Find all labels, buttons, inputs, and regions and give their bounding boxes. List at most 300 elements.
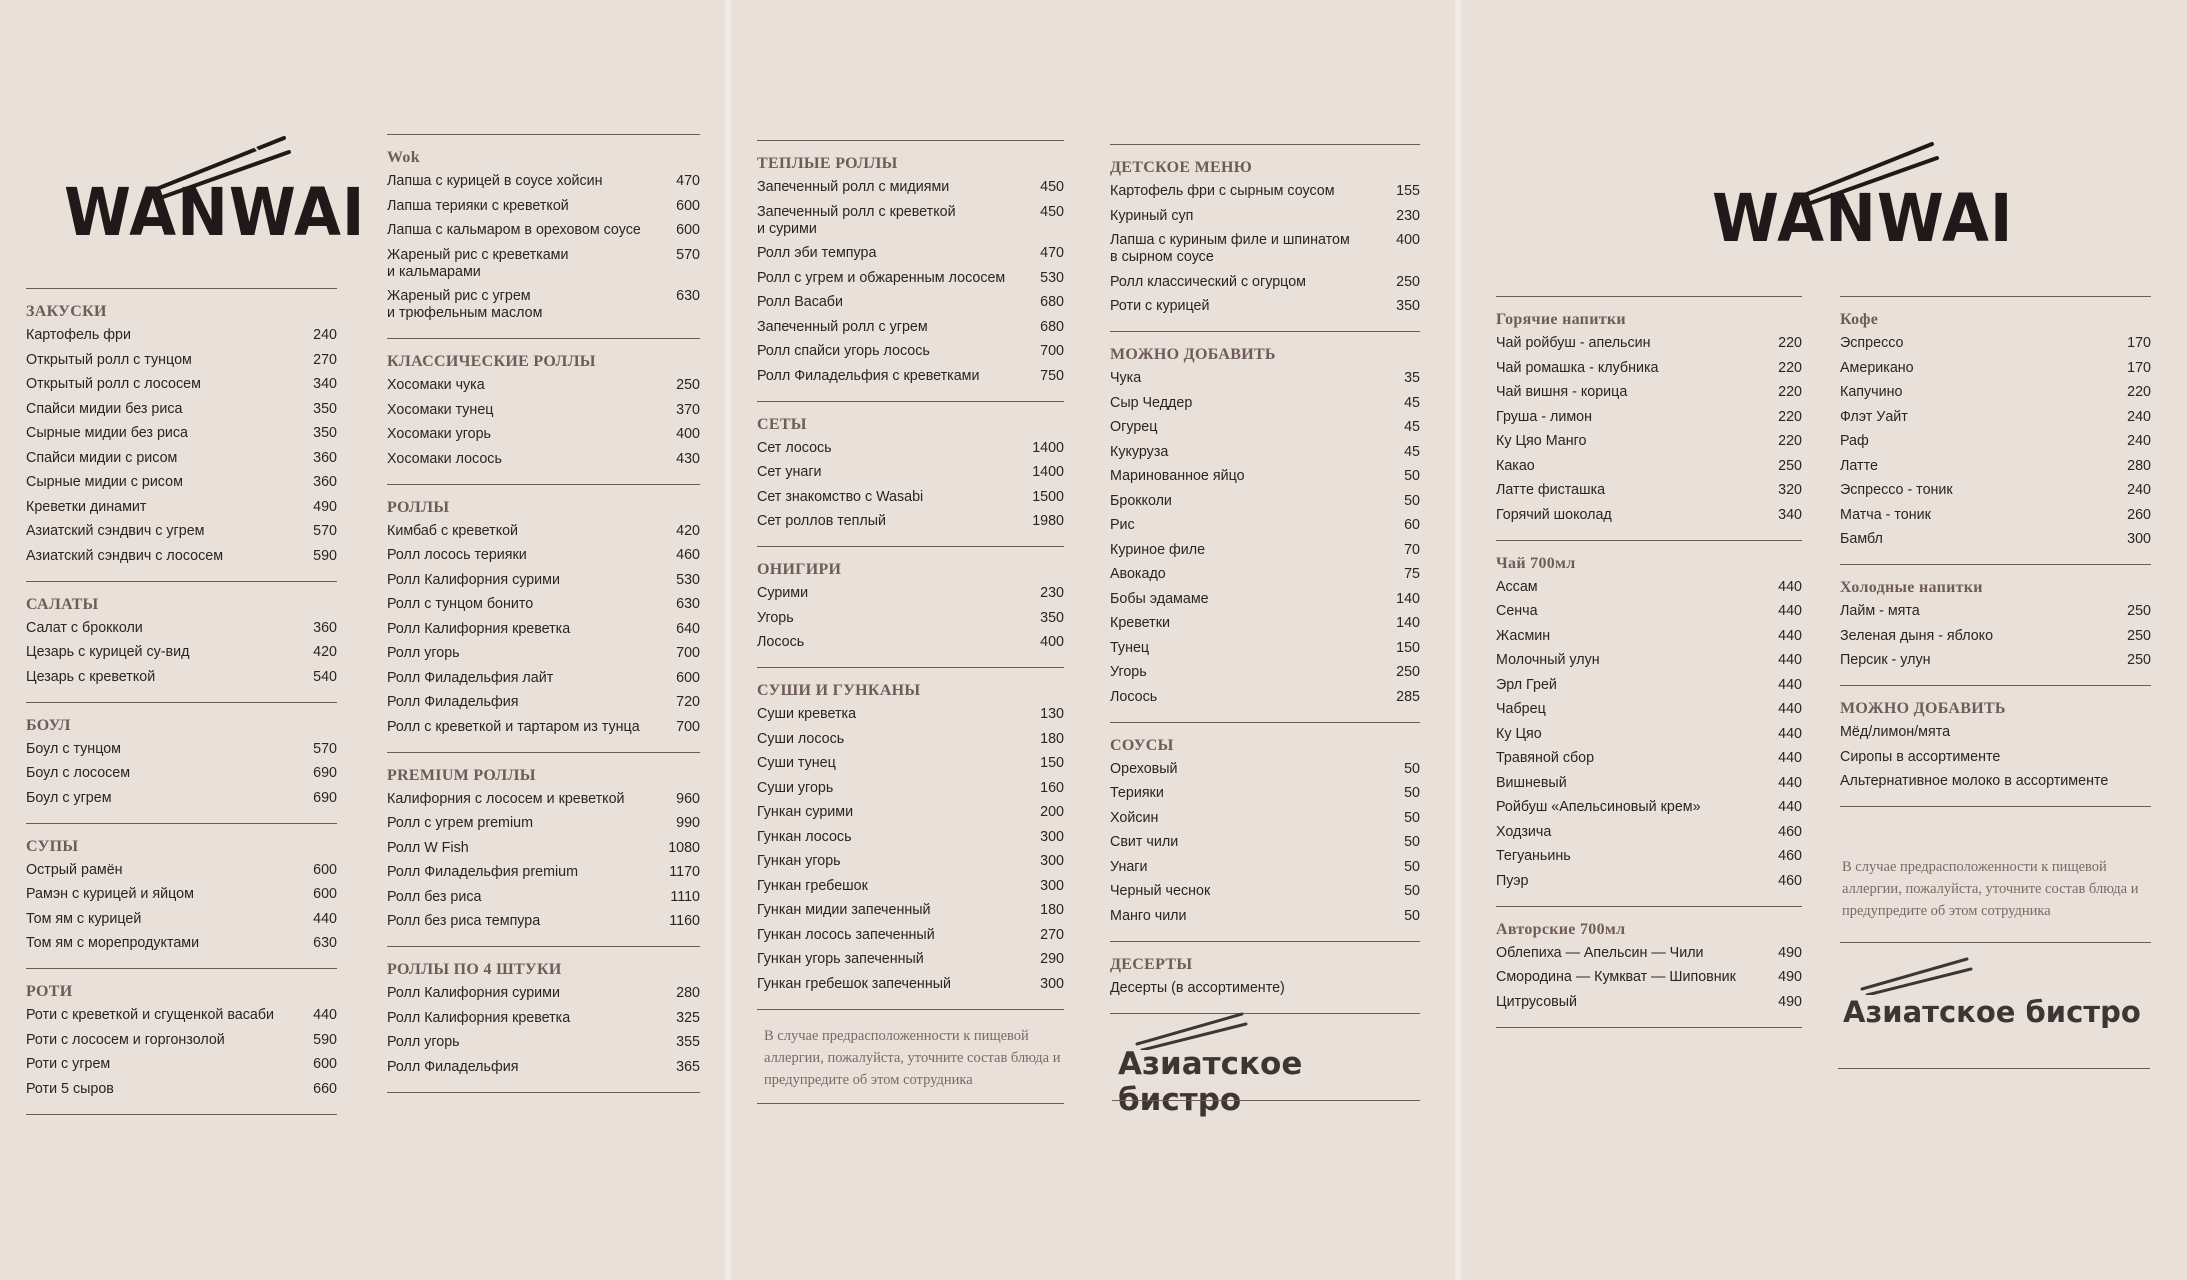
menu-item (1840, 724, 2151, 741)
item-name: Капучино (1840, 384, 1903, 400)
item-name: Картофель фри с сырным соусом (1110, 183, 1335, 199)
menu-item (757, 294, 1064, 311)
item-name: Сырные мидии с рисом (26, 474, 183, 490)
item-name: Хосомаки тунец (387, 401, 494, 418)
bistro-logo: Азиатское бистро (1118, 1010, 1428, 1090)
menu-item (1496, 848, 1802, 865)
section-title: РОЛЛЫ (387, 498, 450, 516)
item-price: 1160 (669, 913, 700, 929)
item-name: Том ям с морепродуктами (26, 935, 200, 951)
item-price: 600 (676, 669, 700, 686)
menu-item (1496, 579, 1802, 596)
item-name: Ролл Калифорния сурими (387, 985, 560, 1001)
item-price: 300 (1040, 975, 1064, 992)
item-name: Жареный рис с угрем и трюфельным маслом (387, 288, 543, 321)
item-price: 490 (313, 498, 337, 515)
divider (1840, 942, 2151, 943)
item-name: Роти с креветкой и сгущенкой васаби (26, 1007, 275, 1023)
item-name: Сет роллов теплый (757, 513, 886, 529)
section-title: СУПЫ (26, 837, 79, 855)
menu-section (1110, 737, 1420, 925)
menu-item (1496, 677, 1802, 694)
menu-item (387, 864, 700, 881)
menu-item (387, 523, 700, 540)
item-price: 150 (1396, 639, 1420, 656)
menu-item (1110, 232, 1420, 266)
section-divider (387, 946, 700, 947)
item-name: Ролл Филадельфия (387, 694, 519, 710)
item-price: 50 (1404, 809, 1420, 826)
menu-item (26, 376, 337, 393)
menu-item (387, 198, 700, 215)
menu-item (1110, 810, 1420, 827)
menu-item (26, 935, 337, 952)
menu-item (387, 402, 700, 419)
item-name: Ролл Филадельфия (387, 1058, 519, 1075)
item-name: Ролл без риса темпура (387, 913, 541, 929)
item-name: Ролл лосось терияки (387, 547, 527, 563)
section-title: РОЛЛЫ ПО 4 ШТУКИ (387, 961, 562, 978)
item-price: 180 (1040, 902, 1064, 918)
menu-item (387, 1059, 700, 1076)
menu-section (1496, 921, 1802, 1011)
item-price: 325 (676, 1009, 700, 1026)
item-name: Чай вишня - корица (1496, 384, 1628, 400)
menu-item (387, 670, 700, 687)
item-name: Лапша терияки с креветкой (387, 197, 569, 214)
menu-item (387, 1034, 700, 1051)
item-name: Лосось (757, 634, 805, 650)
menu-item (1110, 274, 1420, 291)
menu-column (1840, 296, 2151, 807)
menu-item (1840, 458, 2151, 475)
section-divider (26, 288, 337, 289)
item-name: Хойсин (1110, 809, 1159, 826)
item-price: 290 (1040, 951, 1064, 967)
section-title: МОЖНО ДОБАВИТЬ (1110, 346, 1276, 363)
menu-item (1110, 761, 1420, 778)
item-name: Груша - лимон (1496, 408, 1593, 425)
item-price: 220 (1778, 359, 1802, 376)
item-name: Рис (1110, 517, 1135, 533)
menu-item (26, 644, 337, 661)
item-price: 700 (676, 718, 700, 735)
menu-section (26, 596, 337, 686)
menu-item (1840, 773, 2151, 790)
menu-item (757, 902, 1064, 919)
section-divider (757, 140, 1064, 141)
menu-item (757, 706, 1064, 723)
item-price: 220 (1778, 433, 1802, 449)
menu-item (26, 1056, 337, 1073)
item-price: 1400 (1032, 464, 1064, 480)
item-price: 680 (1040, 318, 1064, 335)
menu-item (387, 377, 700, 394)
item-price: 200 (1040, 804, 1064, 820)
section-divider (1110, 331, 1420, 332)
item-price: 50 (1404, 883, 1420, 899)
menu-item (1496, 824, 1802, 841)
menu-item (1496, 603, 1802, 620)
item-name: Латте фисташка (1496, 482, 1606, 498)
item-price: 530 (676, 571, 700, 588)
item-name: Брокколи (1110, 492, 1172, 509)
item-price: 1500 (1032, 488, 1064, 505)
section-divider (1110, 722, 1420, 723)
item-price: 140 (1396, 590, 1420, 607)
item-price: 700 (1040, 343, 1064, 359)
menu-item (757, 319, 1064, 336)
item-price: 260 (2127, 506, 2151, 523)
item-price: 640 (676, 620, 700, 637)
item-price: 600 (676, 197, 700, 214)
item-name: Вишневый (1496, 774, 1567, 791)
item-name: Пуэр (1496, 872, 1529, 889)
menu-item (1840, 749, 2151, 766)
item-name: Креветки (1110, 615, 1170, 631)
item-name: Ролл классический с огурцом (1110, 273, 1306, 290)
menu-item (757, 464, 1064, 481)
item-price: 450 (1040, 179, 1064, 195)
item-price: 50 (1404, 492, 1420, 509)
item-name: Тегуаньинь (1496, 848, 1571, 864)
item-name: Чай ромашка - клубника (1496, 359, 1659, 376)
item-name: Какао (1496, 457, 1535, 474)
item-price: 370 (676, 401, 700, 418)
item-price: 680 (1040, 294, 1064, 310)
menu-item (757, 440, 1064, 457)
item-name: Гункан угорь запеченный (757, 951, 924, 967)
menu-item (387, 451, 700, 468)
item-name: Сенча (1496, 603, 1538, 619)
menu-item (387, 719, 700, 736)
item-name: Ролл с угрем premium (387, 815, 533, 831)
item-price: 660 (313, 1080, 337, 1097)
item-price: 570 (676, 246, 700, 263)
section-title: Холодные напитки (1840, 579, 1983, 596)
item-price: 460 (1778, 823, 1802, 840)
item-name: Суши лосось (757, 730, 845, 747)
item-name: Сыр Чеддер (1110, 394, 1193, 411)
menu-item (1496, 969, 1802, 986)
section-title: Авторские 700мл (1496, 920, 1626, 938)
item-name: Черный чеснок (1110, 883, 1211, 899)
item-price: 440 (1778, 676, 1802, 693)
item-name: Цитрусовый (1496, 993, 1578, 1010)
item-name: Ролл с угрем и обжаренным лососем (757, 269, 1006, 286)
menu-item (26, 425, 337, 442)
item-price: 960 (676, 790, 700, 807)
item-price: 60 (1404, 517, 1420, 533)
menu-item (757, 780, 1064, 797)
menu-item (26, 911, 337, 928)
item-price: 440 (1778, 774, 1802, 791)
item-name: Цезарь с курицей су-вид (26, 644, 190, 660)
menu-section (26, 717, 337, 807)
menu-item (1496, 873, 1802, 890)
menu-item (1496, 775, 1802, 792)
menu-item (757, 927, 1064, 944)
menu-item (1496, 384, 1802, 401)
section-title: ОНИГИРИ (757, 561, 842, 578)
section-divider (387, 484, 700, 485)
menu-item (1110, 208, 1420, 225)
divider (1112, 1100, 1420, 1101)
menu-item (26, 790, 337, 807)
item-name: Мёд/лимон/мята (1840, 724, 1951, 740)
item-price: 300 (1040, 828, 1064, 845)
menu-item (1110, 859, 1420, 876)
item-price: 220 (1778, 384, 1802, 400)
section-divider (26, 1114, 337, 1115)
menu-item (1110, 834, 1420, 851)
item-price: 250 (676, 377, 700, 393)
item-name: Эспрессо (1840, 335, 1904, 351)
item-name: Альтернативное молоко в ассортименте (1840, 773, 2109, 789)
item-price: 360 (313, 449, 337, 466)
menu-item (1110, 640, 1420, 657)
item-price: 70 (1404, 541, 1420, 558)
item-name: Ролл Калифорния сурими (387, 571, 560, 588)
menu-item (1110, 542, 1420, 559)
item-name: Ролл Филадельфия premium (387, 864, 579, 880)
item-price: 440 (313, 1007, 337, 1023)
item-price: 490 (1778, 993, 1802, 1010)
menu-column (1496, 296, 1802, 1028)
menu-section (757, 561, 1064, 651)
menu-item (1496, 628, 1802, 645)
item-price: 170 (2127, 335, 2151, 351)
section-divider (757, 1009, 1064, 1010)
menu-item (26, 1081, 337, 1098)
menu-section (1110, 159, 1420, 315)
item-name: Гункан гребешок запеченный (757, 975, 951, 992)
item-price: 460 (1778, 848, 1802, 864)
item-price: 440 (1778, 799, 1802, 815)
item-name: Ролл Калифорния креветка (387, 1009, 571, 1026)
item-price: 365 (676, 1058, 700, 1075)
menu-item (1496, 701, 1802, 718)
item-price: 250 (1396, 664, 1420, 680)
menu-item (757, 179, 1064, 196)
section-title: Горячие напитки (1496, 311, 1626, 328)
menu-section (387, 767, 700, 931)
menu-item (1840, 507, 2151, 524)
item-name: Горячий шоколад (1496, 506, 1612, 523)
menu-item (1110, 785, 1420, 802)
item-name: Раф (1840, 433, 1869, 449)
menu-item (26, 523, 337, 540)
section-title: МОЖНО ДОБАВИТЬ (1840, 700, 2006, 717)
menu-item (387, 572, 700, 589)
item-name: Лапша с курицей в соусе хойсин (387, 173, 603, 189)
item-name: Роти с курицей (1110, 298, 1210, 314)
item-price: 320 (1778, 482, 1802, 498)
menu-item (1840, 360, 2151, 377)
menu-section (26, 983, 337, 1098)
menu-item (387, 426, 700, 443)
item-name: Спайси мидии с рисом (26, 449, 178, 466)
item-price: 490 (1778, 969, 1802, 985)
item-price: 350 (313, 400, 337, 417)
item-price: 160 (1040, 779, 1064, 796)
item-name: Том ям с курицей (26, 910, 142, 927)
menu-item (1110, 419, 1420, 436)
menu-item (1840, 384, 2151, 401)
item-price: 250 (2127, 603, 2151, 619)
item-name: Ролл эби темпура (757, 245, 877, 261)
item-price: 600 (676, 222, 700, 238)
item-price: 50 (1404, 760, 1420, 777)
item-price: 280 (676, 985, 700, 1001)
item-name: Гункан лосось (757, 828, 852, 845)
item-price: 460 (676, 547, 700, 563)
menu-item (757, 951, 1064, 968)
menu-section (26, 838, 337, 953)
item-name: Угорь (757, 609, 794, 626)
item-price: 600 (313, 1056, 337, 1072)
item-price: 440 (313, 910, 337, 927)
item-name: Открытый ролл с тунцом (26, 351, 192, 368)
menu-item (26, 669, 337, 686)
menu-item (1110, 298, 1420, 315)
menu-item (387, 222, 700, 239)
item-price: 470 (1040, 245, 1064, 261)
menu-item (1110, 493, 1420, 510)
menu-item (1110, 370, 1420, 387)
menu-section (26, 303, 337, 565)
brand-logo: WANWAI (1712, 126, 1972, 266)
item-price: 440 (1778, 725, 1802, 742)
menu-item (1110, 183, 1420, 200)
menu-item (1496, 433, 1802, 450)
item-name: Манго чили (1110, 907, 1187, 924)
chopsticks-icon (1132, 1010, 1252, 1050)
menu-item (26, 474, 337, 491)
item-name: Креветки динамит (26, 498, 147, 515)
menu-item (1840, 482, 2151, 499)
item-price: 300 (1040, 877, 1064, 894)
bistro-logo: Азиатское бистро (1843, 955, 2153, 1035)
item-name: Роти с угрем (26, 1056, 111, 1072)
item-price: 990 (676, 815, 700, 831)
item-name: Травяной сбор (1496, 750, 1595, 766)
item-price: 440 (1778, 627, 1802, 644)
item-name: Ролл с тунцом бонито (387, 596, 534, 612)
item-price: 180 (1040, 730, 1064, 747)
item-name: Огурец (1110, 419, 1158, 435)
item-name: Облепиха — Апельсин — Чили (1496, 944, 1704, 961)
item-price: 300 (2127, 531, 2151, 547)
item-price: 75 (1404, 566, 1420, 582)
item-name: Терияки (1110, 785, 1164, 801)
menu-item (387, 645, 700, 662)
item-price: 230 (1040, 585, 1064, 601)
item-name: Сет знакомство с Wasabi (757, 488, 924, 505)
item-price: 600 (313, 861, 337, 878)
item-price: 570 (313, 523, 337, 539)
menu-item (757, 804, 1064, 821)
menu-item (26, 548, 337, 565)
item-price: 350 (313, 425, 337, 441)
item-price: 250 (2127, 627, 2151, 644)
item-name: Лапша с кальмаром в ореховом соусе (387, 222, 641, 238)
item-name: Ролл спайси угорь лосось (757, 343, 930, 359)
item-name: Запеченный ролл с мидиями (757, 179, 950, 195)
item-name: Ролл W Fish (387, 839, 469, 856)
item-price: 130 (1040, 706, 1064, 722)
item-name: Сырные мидии без риса (26, 425, 188, 441)
menu-item (387, 288, 700, 322)
item-name: Ройбуш «Апельсиновый крем» (1496, 799, 1701, 815)
item-name: Запеченный ролл с угрем (757, 318, 928, 335)
item-price: 240 (2127, 408, 2151, 425)
item-name: Персик - улун (1840, 652, 1931, 668)
item-name: Гункан гребешок (757, 877, 868, 894)
item-price: 220 (2127, 384, 2151, 400)
item-name: Ку Цяо (1496, 725, 1542, 742)
item-name: Унаги (1110, 858, 1148, 875)
item-price: 490 (1778, 944, 1802, 961)
section-title: БОУЛ (26, 716, 71, 734)
item-name: Гункан мидии запеченный (757, 902, 931, 918)
item-price: 590 (313, 547, 337, 564)
item-price: 540 (313, 668, 337, 685)
item-name: Сурими (757, 585, 809, 601)
item-price: 470 (676, 173, 700, 189)
item-name: Сиропы в ассортименте (1840, 748, 2001, 765)
menu-column (26, 288, 337, 1115)
item-name: Флэт Уайт (1840, 408, 1908, 425)
item-price: 240 (313, 327, 337, 343)
item-name: Хосомаки чука (387, 377, 485, 393)
item-name: Чай ройбуш - апельсин (1496, 335, 1651, 351)
item-name: Гункан сурими (757, 804, 854, 820)
item-name: Латте (1840, 457, 1878, 474)
item-price: 220 (1778, 335, 1802, 351)
menu-item (1110, 615, 1420, 632)
item-name: Хосомаки угорь (387, 426, 491, 442)
menu-item (387, 621, 700, 638)
item-price: 420 (676, 522, 700, 539)
item-price: 340 (1778, 506, 1802, 523)
menu-item (387, 173, 700, 190)
menu-item (1496, 482, 1802, 499)
menu-item (757, 976, 1064, 993)
item-price: 1980 (1032, 513, 1064, 529)
item-name: Калифорния с лососем и креветкой (387, 790, 625, 807)
menu-item (1496, 750, 1802, 767)
item-name: Ходзича (1496, 823, 1552, 840)
item-name: Боул с угрем (26, 789, 112, 806)
menu-section (757, 416, 1064, 531)
item-price: 280 (2127, 457, 2151, 474)
item-name: Острый рамён (26, 861, 123, 878)
item-name: Открытый ролл с лососем (26, 376, 201, 392)
item-price: 155 (1396, 183, 1420, 199)
menu-item (387, 1010, 700, 1027)
item-price: 630 (676, 288, 700, 304)
item-name: Гункан угорь (757, 853, 841, 869)
item-price: 400 (676, 426, 700, 442)
menu-item (387, 596, 700, 613)
menu-item (1110, 980, 1420, 997)
item-price: 530 (1040, 269, 1064, 286)
menu-item (757, 585, 1064, 602)
section-divider (26, 581, 337, 582)
item-name: Салат с брокколи (26, 619, 143, 636)
item-price: 440 (1778, 750, 1802, 766)
